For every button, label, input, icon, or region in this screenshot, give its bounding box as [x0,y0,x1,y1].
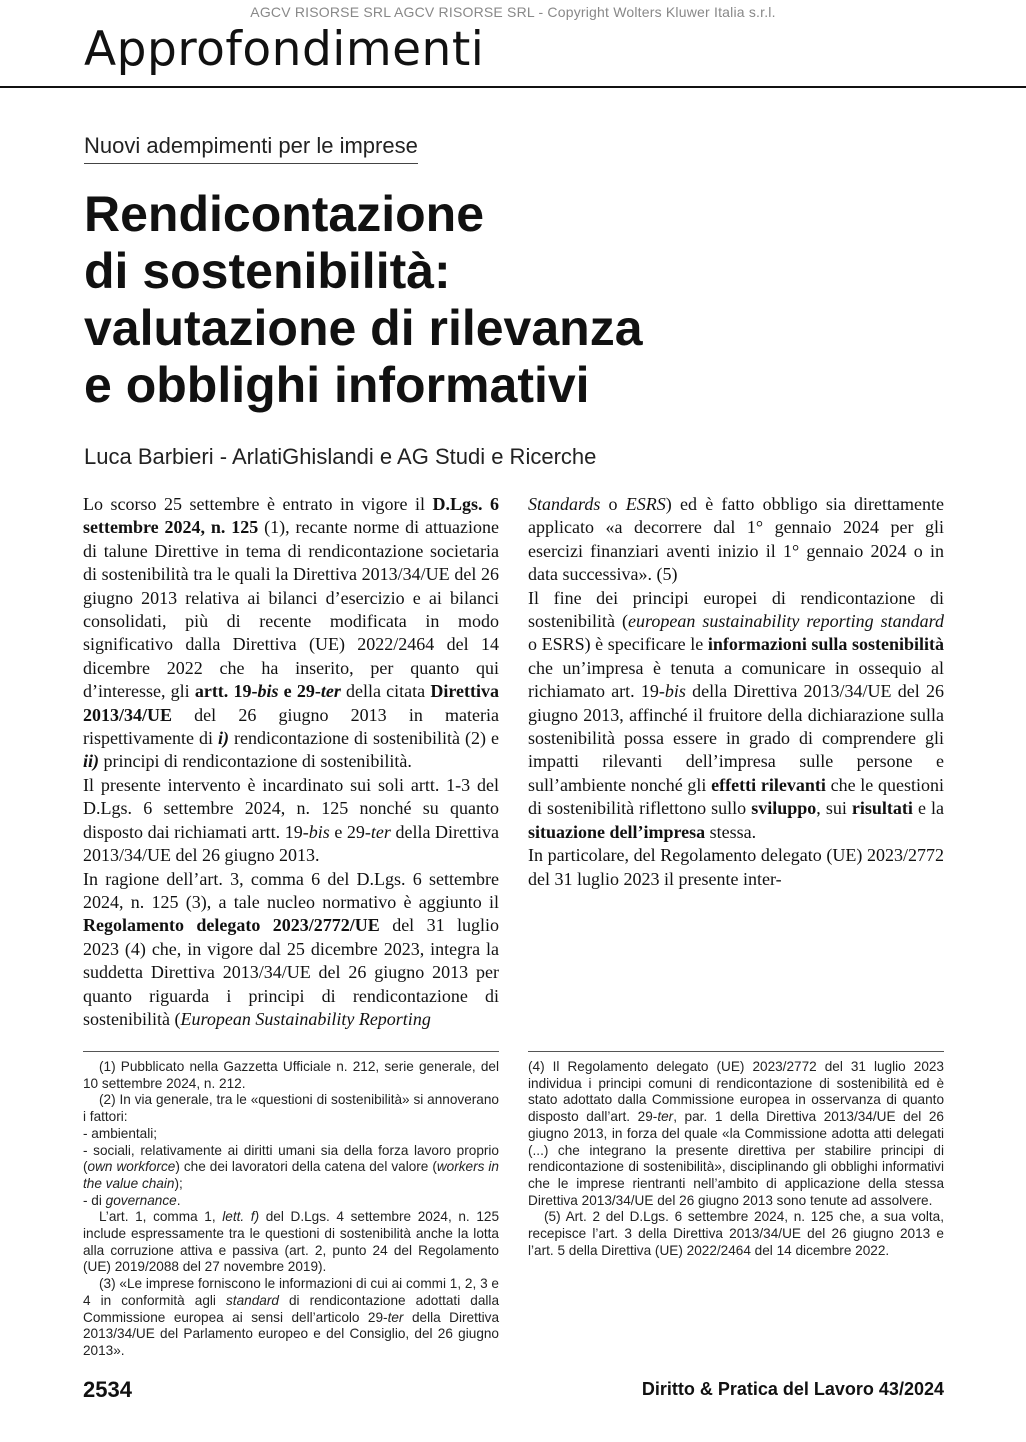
footnotes-column-right [528,1059,944,1259]
footnote-item: - di governance. [83,1192,181,1208]
copyright-watermark: AGCV RISORSE SRL AGCV RISORSE SRL - Copyright Wolters Kluwer Italia s.r.l. [250,4,776,20]
body-paragraph: Standards o ESRS) ed è fatto obbligo sia direttamente applicato «a decorrere dal 1° gennaio 2024 per gli esercizi finanziari aventi inizio il 1° gennaio 2024 o in data successiva». (5) [528,494,944,585]
body-paragraph: Il presente intervento è incardinato sui soli artt. 1-3 del D.Lgs. 6 settembre 2024, n. 125 nonché su quanto disposto dai richiamati artt. 19-bis e 29-ter della Direttiva 2013/34/UE del 26 giugno 2013. [83,774,500,866]
headline-line: di sostenibilità: [84,243,451,299]
footnote: (3) «Le imprese forniscono le informazioni di cui ai commi 1, 2, 3 e 4 in conformità agli standard di rendicontazione adottati dalla Commissione europea ai sensi dell’articolo 29-ter della Direttiva 2013/34/UE del Parlamento europeo e del Consiglio, del 26 giugno 2013». [83,1276,500,1358]
footnote: (2) In via generale, tra le «questioni di sostenibilità» si annoverano i fattori: [83,1092,499,1125]
article-headline [84,186,844,414]
body-paragraph: In particolare, del Regolamento delegato (UE) 2023/2772 del 31 luglio 2023 il presente inter- [528,845,944,889]
article-author: Luca Barbieri - ArlatiGhislandi e AG Studi e Ricerche [84,444,597,469]
section-title: Approfondimenti [84,22,485,77]
header-rule [0,86,1026,88]
page-number: 2534 [83,1377,132,1402]
body-column-right [528,493,944,891]
headline-line: valutazione di rilevanza [84,300,643,356]
footnote-item: - ambientali; [83,1125,158,1141]
footnote: (4) Il Regolamento delegato (UE) 2023/2772 del 31 luglio 2023 individua i principi comuni di rendicontazione di sostenibilità ed è stato adottato dalla Commissione europea in osservanza di quanto disposto dall’art. 29-ter, par. 1 della Direttiva 2013/34/UE del 26 giugno 2013, in forza del quale «la Commissione adotta atti delegati (...) che integrano la presente direttiva per stabilire principi di rendicontazione di sostenibilità», disciplinando gli obblighi informativi che le imprese rientranti nell’ambito di applicazione della stessa Direttiva 2013/34/UE del 26 giugno 2013 sono tenute ad assolvere. [528,1059,945,1208]
body-paragraph: Il fine dei principi europei di rendicontazione di sostenibilità (european sustainability reporting standard o ESRS) è specificare le informazioni sulla sostenibilità che un’impresa è tenuta a comunicare in ossequio al richiamato art. 19-bis della Direttiva 2013/34/UE del 26 giugno 2013, affinché il fruitore della dichiarazione sulla sostenibilità possa essere in grado di comprendere gli impatti rilevanti dell’impresa sulle persone e sull’ambiente nonché gli effetti rilevanti che le questioni di sostenibilità riflettono sullo sviluppo, sui risultati e la situazione dell’impresa stessa. [528,587,945,842]
headline-line: Rendicontazione [84,186,485,242]
headline-line: e obblighi informativi [84,357,590,413]
footnote: (5) Art. 2 del D.Lgs. 6 settembre 2024, n. 125 che, a sua volta, recepisce l’art. 3 della Direttiva 2013/34/UE del 26 giugno 2013 e l’art. 5 della Direttiva (UE) 2022/2464 del 14 dicembre 2022. [528,1209,944,1258]
footnote-rule [83,1051,499,1052]
footnote-rule [528,1051,944,1052]
footnotes-column [83,1059,499,1360]
body-paragraph: In ragione dell’art. 3, comma 6 del D.Lgs. 6 settembre 2024, n. 125 (3), a tale nucleo normativo è aggiunto il Regolamento delegato 2023/2772/UE del 31 luglio 2023 (4) che, in vigore dal 25 dicembre 2023, integra la suddetta Direttiva 2013/34/UE del 26 giugno 2013 per quanto riguarda i principi di rendicontazione di sostenibilità (European Sustainability Reporting [83,868,499,1029]
article-kicker: Nuovi adempimenti per le imprese [84,133,418,164]
footnote-item: L’art. 1, comma 1, lett. f) del D.Lgs. 4 settembre 2024, n. 125 include espressamente tra le questioni di sostenibilità anche la lotta alla corruzione attiva e passiva (art. 2, punto 24 del Regolamento (UE) 2019/2088 del 27 novembre 2019). [83,1209,500,1275]
body-column-left [83,493,499,1031]
journal-title: Diritto & Pratica del Lavoro 43/2024 [641,1379,944,1399]
body-paragraph: Lo scorso 25 settembre è entrato in vigore il D.Lgs. 6 settembre 2024, n. 125 (1), recante norme di attuazione di talune Direttive in tema di rendicontazione societaria di sostenibilità tra le quali la Direttiva 2013/34/UE del 26 giugno 2013 relativa ai bilanci d’esercizio e ai bilanci consolidati, più di recente modificata in modo significativo dalla Direttiva (UE) 2022/2464 del 14 dicembre 2022 che ha inserito, per quanto qui d’interesse, gli artt. 19-bis e 29-ter della citata Direttiva 2013/34/UE del 26 giugno 2013 in materia rispettivamente di i) rendicontazione di sostenibilità (2) e ii) principi di rendicontazione di sostenibilità. [83,494,500,772]
footnote-item: - sociali, relativamente ai diritti umani sia della forza lavoro proprio (own workforce) che dei lavoratori della catena del valore (workers in the value chain); [83,1142,499,1191]
footnote: (1) Pubblicato nella Gazzetta Ufficiale n. 212, serie generale, del 10 settembre 2024, n. 212. [83,1059,499,1091]
